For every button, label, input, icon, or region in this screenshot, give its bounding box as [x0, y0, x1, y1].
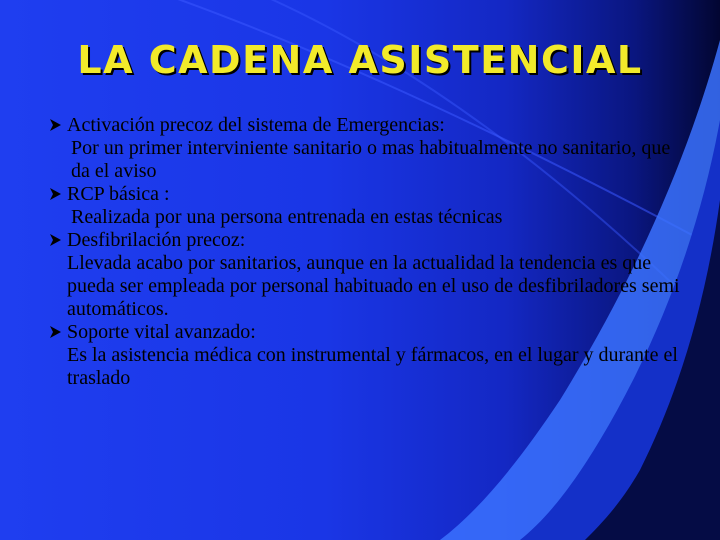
list-item [50, 229, 690, 321]
bullet-detail: Es la asistencia médica con instrumental y fármacos, en el lugar y durante el traslado [67, 344, 678, 389]
list-item [50, 114, 690, 183]
bullet-heading: RCP básica : [67, 183, 170, 205]
bullet-heading: Soporte vital avanzado: [67, 321, 256, 343]
arrow-bullet-icon [50, 234, 61, 246]
bullet-detail: Por un primer interviniente sanitario o mas habitualmente no sanitario, que da el aviso [71, 137, 671, 182]
bullet-heading: Desfibrilación precoz: [67, 229, 246, 251]
arrow-bullet-icon [50, 188, 61, 200]
list-item [50, 183, 690, 229]
bullet-detail: Llevada acabo por sanitarios, aunque en la actualidad la tendencia es que pueda ser empleada por personal habituado en el uso de desfibriladores semi automáticos. [67, 252, 680, 320]
slide-title: LA CADENA ASISTENCIAL [77, 38, 643, 82]
arrow-bullet-icon [50, 326, 61, 338]
arrow-bullet-icon [50, 119, 61, 131]
bullet-list [50, 114, 690, 390]
bullet-detail: Realizada por una persona entrenada en estas técnicas [71, 206, 503, 228]
bullet-heading: Activación precoz del sistema de Emergencias: [67, 114, 445, 136]
list-item [50, 321, 690, 390]
